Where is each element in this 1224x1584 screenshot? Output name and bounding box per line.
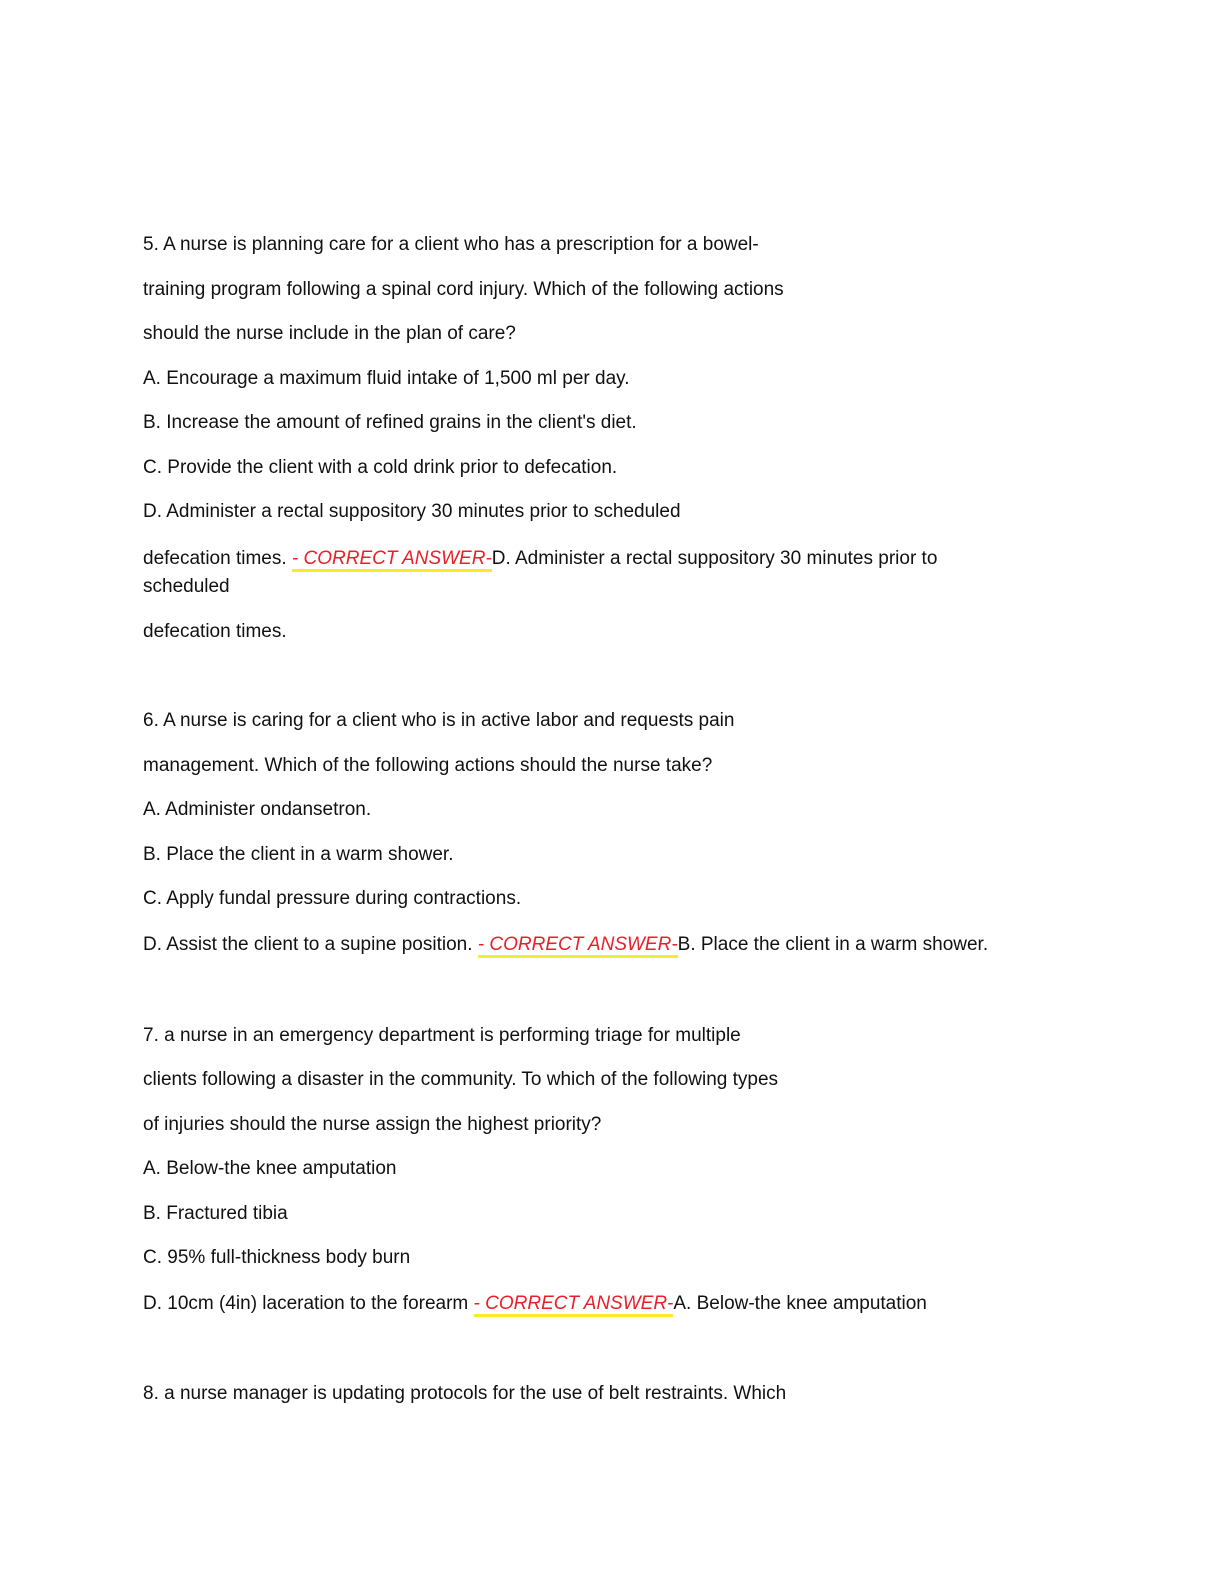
option-b: B. Increase the amount of refined grains in the client's diet. xyxy=(143,412,637,433)
correct-answer-marker: - CORRECT ANSWER- xyxy=(478,934,678,958)
question-line: 8. a nurse manager is updating protocols for the use of belt restraints. Which xyxy=(143,1383,787,1404)
option-c: C. Provide the client with a cold drink prior to defecation. xyxy=(143,457,618,478)
option-a: A. Below-the knee amputation xyxy=(143,1158,397,1179)
question-line: management. Which of the following actions should the nurse take? xyxy=(143,755,713,776)
question-line: should the nurse include in the plan of care? xyxy=(143,323,516,344)
answer-prefix: D. 10cm (4in) laceration to the forearm xyxy=(143,1293,474,1314)
question-line: clients following a disaster in the community. To which of the following types xyxy=(143,1069,779,1090)
question-line: 6. A nurse is caring for a client who is in active labor and requests pain xyxy=(143,710,735,731)
answer-line xyxy=(143,545,1023,601)
option-a: A. Administer ondansetron. xyxy=(143,799,372,820)
answer-line xyxy=(143,1290,1043,1318)
answer-text: D. Administer a rectal suppository 30 minutes prior to scheduled xyxy=(143,548,938,597)
answer-text: B. Place the client in a warm shower. xyxy=(677,934,989,955)
option-b: B. Place the client in a warm shower. xyxy=(143,844,454,865)
answer-line xyxy=(143,931,1043,959)
option-d: D. Administer a rectal suppository 30 minutes prior to scheduled xyxy=(143,501,681,522)
question-line: training program following a spinal cord injury. Which of the following actions xyxy=(143,279,784,300)
answer-text: A. Below-the knee amputation xyxy=(673,1293,927,1314)
question-line: of injuries should the nurse assign the highest priority? xyxy=(143,1114,602,1135)
answer-prefix: D. Assist the client to a supine position. xyxy=(143,934,478,955)
option-c: C. Apply fundal pressure during contractions. xyxy=(143,888,522,909)
correct-answer-marker: - CORRECT ANSWER- xyxy=(474,1293,674,1317)
answer-continuation: defecation times. xyxy=(143,621,287,642)
answer-prefix: defecation times. xyxy=(143,548,292,569)
question-line: 5. A nurse is planning care for a client who has a prescription for a bowel- xyxy=(143,234,759,255)
question-line: 7. a nurse in an emergency department is performing triage for multiple xyxy=(143,1025,741,1046)
option-a: A. Encourage a maximum fluid intake of 1,500 ml per day. xyxy=(143,368,630,389)
correct-answer-marker: - CORRECT ANSWER- xyxy=(292,548,492,572)
option-b: B. Fractured tibia xyxy=(143,1203,288,1224)
option-c: C. 95% full-thickness body burn xyxy=(143,1247,411,1268)
